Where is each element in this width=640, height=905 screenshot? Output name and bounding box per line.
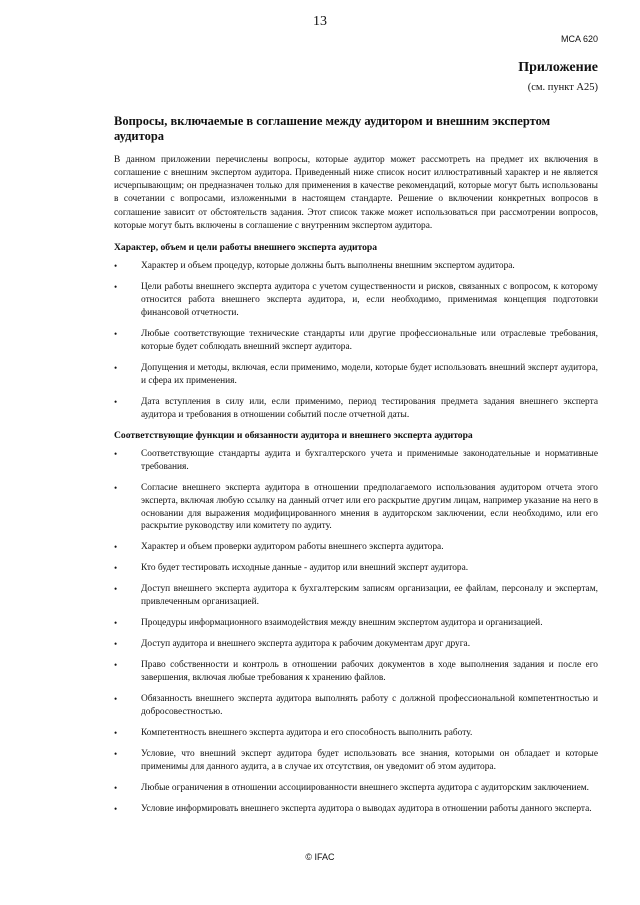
bullet-icon: • <box>114 584 118 595</box>
list-item <box>114 782 598 795</box>
list-item-text: Дата вступления в силу или, если применимо, период тестирования предмета задания внешнего эксперта аудитора и требования в отношении событий после отчетной даты. <box>141 396 598 420</box>
appendix-title: Приложение <box>518 60 598 75</box>
list-item-text: Условие информировать внешнего эксперта аудитора о выводах аудитора в отношении работы данного эксперта. <box>141 804 592 814</box>
list-item-text: Цели работы внешнего эксперта аудитора с учетом существенности и рисков, связанных с вопросом, к которому относится работа внешнего эксперта аудитора, и, если необходимо, применимая концепция подготовки финансовой отчетности. <box>141 281 598 318</box>
list-item-text: Характер и объем проверки аудитором работы внешнего эксперта аудитора. <box>141 542 444 553</box>
list-item-text: Допущения и методы, включая, если применимо, модели, которые будет использовать внешний эксперт аудитора, и сфера их применения. <box>141 362 598 386</box>
list-item <box>114 541 598 554</box>
list-item-text: Условие, что внешний эксперт аудитора будет использовать все знания, которыми он обладает и которые применимы для данного аудита, а в случае их отсутствия, он уведомит об этом аудитора. <box>141 749 598 773</box>
list-item-text: Кто будет тестировать исходные данные - аудитор или внешний эксперт аудитора. <box>141 563 469 574</box>
list-item <box>114 727 598 740</box>
list-item <box>114 583 598 609</box>
list-item <box>114 260 598 273</box>
bullet-icon: • <box>114 448 118 459</box>
list-item <box>114 562 598 575</box>
list-item <box>114 693 598 719</box>
bullet-icon: • <box>114 281 118 292</box>
list-item <box>114 281 598 320</box>
list-item-text: Соответствующие стандарты аудита и бухгалтерского учета и применимые законодательные и нормативные требования. <box>141 448 598 472</box>
bullet-icon: • <box>114 563 118 574</box>
list-item <box>114 659 598 685</box>
list-item <box>114 448 598 474</box>
document-code: MCA 620 <box>560 34 598 44</box>
list-item-text: Доступ аудитора и внешнего эксперта аудитора к рабочим документам друг друга. <box>141 639 471 650</box>
main-content <box>114 114 598 824</box>
list-item <box>114 617 598 630</box>
bullet-icon: • <box>114 328 118 339</box>
list-item-text: Процедуры информационного взаимодействия между внешним экспертом аудитора и организацией. <box>141 618 543 629</box>
bullet-icon: • <box>114 482 118 493</box>
list-item-text: Характер и объем процедур, которые должны быть выполнены внешним экспертом аудитора. <box>141 260 515 271</box>
bullet-icon: • <box>114 694 118 705</box>
list-item <box>114 482 598 534</box>
bullet-icon: • <box>114 804 118 814</box>
section-list-scope <box>114 260 598 422</box>
intro-paragraph: В данном приложении перечислены вопросы, которые аудитор может рассмотреть на предмет их включения в соглашение с внешним экспертом аудитора. Приведенный ниже список носит иллюстративный характер и не является исчерпывающим; он предназначен только для применения в качестве рекомендаций, которые могут быть использованы в сочетании с вопросами, изложенными в настоящем стандарте. Решение о включении конкретных вопросов в соглашение зависит от обстоятельств задания. Этот список также может использоваться при рассмотрении вопросов, которые могут быть включены в соглашение с внутренним экспертом аудитора. <box>114 155 598 231</box>
list-item <box>114 803 598 816</box>
bullet-icon: • <box>114 728 118 739</box>
list-item-text: Любые соответствующие технические стандарты или другие профессиональные или отраслевые требования, которые будет соблюдать внешний эксперт аудитора. <box>141 328 598 352</box>
list-item-text: Право собственности и контроль в отношении рабочих документов в ходе выполнения задания и после его завершения, включая любые требования к хранению файлов. <box>141 660 598 684</box>
list-item <box>114 396 598 422</box>
bullet-icon: • <box>114 362 118 373</box>
list-item <box>114 638 598 651</box>
section-heading-roles: Соответствующие функции и обязанности аудитора и внешнего эксперта аудитора <box>114 429 473 441</box>
bullet-icon: • <box>114 660 118 671</box>
page-title: Вопросы, включаемые в соглашение между аудитором и внешним экспертом аудитора <box>114 114 551 143</box>
list-item-text: Доступ внешнего эксперта аудитора к бухгалтерским записям организации, ее файлам, персоналу и экспертам, привлеченным организацией. <box>141 584 598 608</box>
section-heading-scope: Характер, объем и цели работы внешнего эксперта аудитора <box>114 241 377 253</box>
bullet-icon: • <box>114 618 118 629</box>
list-item-text: Согласие внешнего эксперта аудитора в отношении предполагаемого использования аудитором отчета этого эксперта, включая любую ссылку на данный отчет или его раскрытие другим лицам, например указание на него в основании для выражения модифицированного мнения в аудиторском заключении, если необходимо, или его раскрытие руководству или комитету по аудиту. <box>141 482 598 532</box>
list-item-text: Обязанность внешнего эксперта аудитора выполнять работу с должной профессиональной компетентностью и добросовестностью. <box>141 694 598 718</box>
footer-copyright: © IFAC <box>305 852 335 862</box>
list-item <box>114 748 598 774</box>
bullet-icon: • <box>114 396 118 407</box>
bullet-icon: • <box>114 639 118 650</box>
bullet-icon: • <box>114 783 118 794</box>
list-item-text: Любые ограничения в отношении ассоциированности внешнего эксперта аудитора с аудиторским заключением. <box>141 783 590 794</box>
bullet-icon: • <box>114 749 118 760</box>
appendix-reference: (см. пункт A25) <box>527 82 598 93</box>
bullet-icon: • <box>114 260 118 271</box>
section-list-roles <box>114 448 598 816</box>
list-item <box>114 328 598 354</box>
bullet-icon: • <box>114 542 118 553</box>
list-item-text: Компетентность внешнего эксперта аудитора и его способность выполнить работу. <box>141 728 473 739</box>
list-item <box>114 362 598 388</box>
page-number: 13 <box>313 14 327 29</box>
